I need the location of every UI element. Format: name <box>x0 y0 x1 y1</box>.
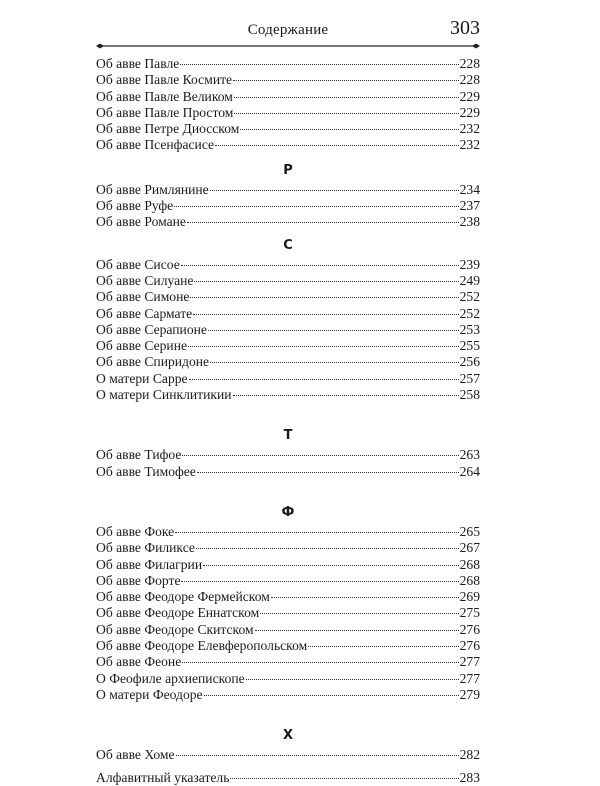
dot-leader <box>233 395 459 396</box>
entry-page-number: 276 <box>459 638 480 654</box>
dot-leader <box>182 662 458 663</box>
dot-leader <box>210 362 459 363</box>
toc-entry[interactable] <box>96 387 480 403</box>
entry-page-number: 275 <box>459 605 480 621</box>
entry-page-number: 276 <box>459 621 480 637</box>
entry-page-number: 229 <box>459 88 480 104</box>
entry-page-number: 232 <box>459 121 480 137</box>
entry-title: Об авве Феодоре Еннатском <box>96 605 260 621</box>
ornamental-rule <box>96 42 480 50</box>
dot-leader <box>180 64 458 65</box>
entry-title: Об авве Павле <box>96 56 180 71</box>
entry-title: Об авве Серине <box>96 338 188 354</box>
dot-leader <box>308 646 458 647</box>
entry-title: О матери Феодоре <box>96 686 203 702</box>
toc-group <box>96 725 480 763</box>
entry-title: Алфавитный указатель <box>96 769 230 785</box>
dot-leader <box>181 581 458 582</box>
entry-page-number: 268 <box>459 572 480 588</box>
dot-leader <box>240 129 458 130</box>
toc-entry[interactable] <box>96 56 480 72</box>
toc-entry[interactable] <box>96 371 480 387</box>
entry-title: Об авве Псенфасисе <box>96 137 215 153</box>
entry-title: Об авве Серапионе <box>96 321 207 337</box>
dot-leader <box>182 455 458 456</box>
toc-group <box>96 770 480 786</box>
toc-entry[interactable] <box>96 338 480 354</box>
toc-group <box>96 56 480 154</box>
toc-entry[interactable] <box>96 589 480 605</box>
entry-title: Об авве Силуане <box>96 272 194 288</box>
entry-page-number: 238 <box>459 214 480 230</box>
entry-page-number: 268 <box>459 556 480 572</box>
toc-group <box>96 425 480 480</box>
entry-title: Об авве Тифое <box>96 447 182 463</box>
toc-entry[interactable] <box>96 257 480 273</box>
entry-page-number: 264 <box>459 463 480 479</box>
section-letter: Х <box>282 728 294 744</box>
toc-group <box>96 160 480 231</box>
entry-title: Об авве Форте <box>96 572 181 588</box>
entry-title: Об авве Феодоре Фермейском <box>96 589 270 605</box>
entry-page-number: 279 <box>459 686 480 702</box>
entry-title: Об авве Руфе <box>96 198 174 214</box>
entry-page-number: 228 <box>459 56 480 71</box>
section-letter: Т <box>283 428 293 444</box>
entry-title: Об авве Спиридоне <box>96 354 210 370</box>
entry-page-number: 234 <box>459 181 480 197</box>
entry-page-number: 232 <box>459 137 480 153</box>
dot-leader <box>194 281 458 282</box>
entry-page-number: 283 <box>459 769 480 785</box>
toc-entry[interactable] <box>96 322 480 338</box>
entry-title: Об авве Тимофее <box>96 463 196 479</box>
toc-group <box>96 235 480 404</box>
entry-page-number: 237 <box>459 198 480 214</box>
toc-entry[interactable] <box>96 137 480 153</box>
dot-leader <box>203 565 459 566</box>
toc-entry[interactable] <box>96 671 480 687</box>
toc-entry[interactable] <box>96 214 480 230</box>
entry-page-number: 263 <box>459 447 480 463</box>
dot-leader <box>176 755 459 756</box>
entry-title: Об авве Феодоре Елевферопольском <box>96 638 308 654</box>
toc-entry[interactable] <box>96 289 480 305</box>
entry-title: Об авве Сармате <box>96 305 193 321</box>
dot-leader <box>174 206 458 207</box>
entry-page-number: 265 <box>459 523 480 539</box>
entry-page-number: 269 <box>459 589 480 605</box>
entry-page-number: 282 <box>459 747 480 763</box>
entry-title: Об авве Павле Простом <box>96 104 234 120</box>
dot-leader <box>190 297 458 298</box>
dot-leader <box>197 472 459 473</box>
entry-page-number: 229 <box>459 104 480 120</box>
entry-title: Об авве Симоне <box>96 289 190 305</box>
dot-leader <box>215 145 459 146</box>
entry-page-number: 239 <box>459 256 480 272</box>
entry-page-number: 277 <box>459 670 480 686</box>
entry-title: Об авве Филиксе <box>96 540 195 556</box>
toc-entry[interactable] <box>96 524 480 540</box>
entry-title: Об авве Павле Космите <box>96 72 233 88</box>
dot-leader <box>210 190 459 191</box>
toc-entry[interactable] <box>96 687 480 703</box>
entry-page-number: 258 <box>459 387 480 403</box>
entry-page-number: 277 <box>459 654 480 670</box>
entry-page-number: 255 <box>459 338 480 354</box>
toc-entry[interactable] <box>96 654 480 670</box>
entry-title: Об авве Фоке <box>96 523 175 539</box>
toc-entry[interactable] <box>96 306 480 322</box>
toc-entry[interactable] <box>96 198 480 214</box>
dot-leader <box>230 778 458 779</box>
section-letter: Ф <box>281 504 295 520</box>
toc-group <box>96 502 480 703</box>
entry-page-number: 267 <box>459 540 480 556</box>
dot-leader <box>234 113 458 114</box>
toc-entry[interactable] <box>96 557 480 573</box>
toc-entry[interactable] <box>96 447 480 463</box>
entry-title: Об авве Петре Диосском <box>96 121 240 137</box>
entry-title: Об авве Феодоре Скитском <box>96 621 254 637</box>
entry-title: Об авве Павле Великом <box>96 88 233 104</box>
dot-leader <box>233 80 459 81</box>
toc-entry[interactable] <box>96 72 480 88</box>
entry-title: О матери Сарре <box>96 370 188 386</box>
dot-leader <box>175 532 458 533</box>
entry-title: Об авве Сисое <box>96 256 180 272</box>
entry-page-number: 252 <box>459 289 480 305</box>
toc-entry[interactable] <box>96 770 480 786</box>
entry-page-number: 252 <box>459 305 480 321</box>
entry-title: Об авве Романе <box>96 214 186 230</box>
toc-entry[interactable] <box>96 464 480 480</box>
toc-entry[interactable] <box>96 605 480 621</box>
dot-leader <box>189 379 459 380</box>
toc-entry[interactable] <box>96 121 480 137</box>
toc-entry[interactable] <box>96 273 480 289</box>
dot-leader <box>204 695 459 696</box>
dot-leader <box>193 314 458 315</box>
entry-page-number: 249 <box>459 272 480 288</box>
dot-leader <box>196 548 459 549</box>
entry-title: Об авве Хоме <box>96 747 175 763</box>
toc-entry[interactable] <box>96 540 480 556</box>
dot-leader <box>208 330 459 331</box>
entry-title: Об авве Филагрии <box>96 556 203 572</box>
entry-page-number: 257 <box>459 370 480 386</box>
toc-entry[interactable] <box>96 622 480 638</box>
section-letter: Р <box>283 162 293 178</box>
entry-page-number: 256 <box>459 354 480 370</box>
entry-page-number: 253 <box>459 321 480 337</box>
dot-leader <box>246 679 459 680</box>
dot-leader <box>260 613 458 614</box>
dot-leader <box>187 222 459 223</box>
entry-title: Об авве Римлянине <box>96 181 209 197</box>
dot-leader <box>181 265 459 266</box>
section-letter: С <box>283 237 293 253</box>
entry-title: О матери Синклитикии <box>96 387 232 403</box>
entry-title: О Феофиле архиепископе <box>96 670 245 686</box>
toc-entry[interactable] <box>96 573 480 589</box>
toc-entry[interactable] <box>96 182 480 198</box>
header-title: Содержание <box>247 22 329 38</box>
toc-entry[interactable] <box>96 105 480 121</box>
dot-leader <box>234 97 459 98</box>
toc-entry[interactable] <box>96 354 480 370</box>
toc-entry[interactable] <box>96 89 480 105</box>
dot-leader <box>255 630 459 631</box>
dot-leader <box>271 597 459 598</box>
toc-entry[interactable] <box>96 638 480 654</box>
dot-leader <box>188 346 459 347</box>
table-of-contents <box>96 56 480 786</box>
entry-page-number: 228 <box>459 72 480 88</box>
running-header <box>96 14 480 44</box>
entry-title: Об авве Феоне <box>96 654 182 670</box>
header-page-number: 303 <box>450 17 480 39</box>
